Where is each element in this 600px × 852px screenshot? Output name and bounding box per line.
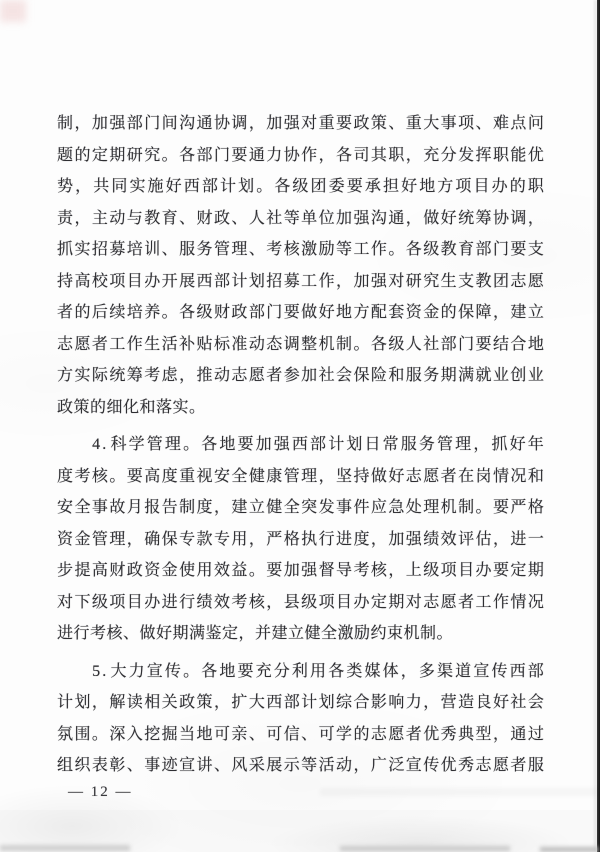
text-line: 方 实 际 统 筹 考 虑 ， 推 动 志 愿 者 参 加 社 会 保 险 和 服 务 期 满 就 业 创 业 xyxy=(57,367,544,384)
text-line: 组 织 表 彰 、 事 迹 宣 讲 、 风 采 展 示 等 活 动 ， 广 泛 宣 传 优 秀 志 愿 者 服 xyxy=(57,757,544,774)
text-line: 持 高 校 项 目 办 开 展 西 部 计 划 招 募 工 作 ， 加 强 对 研 究 生 支 教 团 志 愿 xyxy=(57,272,544,290)
scan-artifact-smudge xyxy=(540,847,598,852)
text-line: 安 全 事 故 月 报 告 制 度 ， 建 立 健 全 突 发 事 件 应 急 处 理 机 制 。 要 严 格 xyxy=(57,499,544,516)
text-line: 责 ， 主 动 与 教 育 、 财 政 、 人 社 等 单 位 加 强 沟 通 ， 做 好 统 筹 协 调 ， xyxy=(57,209,544,227)
text-line: 资 金 管 理 ， 确 保 专 款 专 用 ， 严 格 执 行 进 度 ， 加 强 绩 效 评 估 ， 进 一 xyxy=(57,530,544,548)
text-line: 氛 围 。 深 入 挖 掘 当 地 可 亲 、 可 信 、 可 学 的 志 愿 者 优 秀 典 型 ， 通 过 xyxy=(57,725,544,743)
text-line: 计 划 ， 解 读 相 关 政 策 ， 扩 大 西 部 计 划 综 合 影 响 力 ， 营 造 良 好 社 会 xyxy=(57,694,544,711)
text-line: 志 愿 者 工 作 生 活 补 贴 标 准 动 态 调 整 机 制 。 各 级 人 社 部 门 要 结 合 地 xyxy=(57,335,544,353)
text-line: 5 . 大 力 宣 传 。 各 地 要 充 分 利 用 各 类 媒 体 ， 多 渠 道 宣 传 西 部 xyxy=(57,656,544,688)
text-line: 者 的 后 续 培 养 。 各 级 财 政 部 门 要 做 好 地 方 配 套 资 金 的 保 障 ， 建 立 xyxy=(57,304,544,321)
text-line: 政策的细化和落实。 xyxy=(57,398,206,416)
text-line: 抓 实 招 募 培 训 、 服 务 管 理 、 考 核 激 励 等 工 作 。 各 级 教 育 部 门 要 支 xyxy=(57,241,544,258)
page-number: — 12 — xyxy=(68,784,133,800)
scan-artifact-right-shadow xyxy=(594,0,597,852)
para-5-publicity xyxy=(57,656,544,782)
text-line: 势 ， 共 同 实 施 好 西 部 计 划 。 各 级 团 委 要 承 担 好 地 方 项 目 办 的 职 xyxy=(57,178,544,195)
para-4-scientific-management xyxy=(57,429,544,650)
paragraph-indent xyxy=(57,656,90,688)
scan-artifact-foot-band xyxy=(320,788,596,796)
para-continuation xyxy=(57,108,544,423)
text-line: 制 ， 加 强 部 门 间 沟 通 协 调 ， 加 强 对 重 要 政 策 、 重 大 事 项 、 难 点 问 xyxy=(57,115,544,132)
body-text xyxy=(57,108,544,782)
text-line: 对 下 级 项 目 办 进 行 绩 效 考 核 ， 县 级 项 目 办 定 期 对 志 愿 者 工 作 情 况 xyxy=(57,593,544,611)
text-line: 4 . 科 学 管 理 。 各 地 要 加 强 西 部 计 划 日 常 服 务 管 理 ， 抓 好 年 xyxy=(57,429,544,461)
paragraph-indent xyxy=(57,429,90,461)
scan-artifact-smudge xyxy=(0,845,130,851)
text-line: 度 考 核 。 要 高 度 重 视 安 全 健 康 管 理 ， 坚 持 做 好 志 愿 者 在 岗 情 况 和 xyxy=(57,467,544,485)
text-line: 步 提 高 财 政 资 金 使 用 效 益 。 要 加 强 督 导 考 核 ， 上 级 项 目 办 要 定 期 xyxy=(57,562,544,579)
text-line: 题 的 定 期 研 究 。 各 部 门 要 通 力 协 作 ， 各 司 其 职 ， 充 分 发 挥 职 能 优 xyxy=(57,146,544,164)
scan-artifact-smudge xyxy=(340,846,510,851)
scan-artifact-bottom-band xyxy=(0,810,600,852)
text-line: 进行考核、做好期满鉴定，并建立健全激励约束机制。 xyxy=(57,625,454,642)
scan-artifact-pink-corner xyxy=(0,0,26,22)
